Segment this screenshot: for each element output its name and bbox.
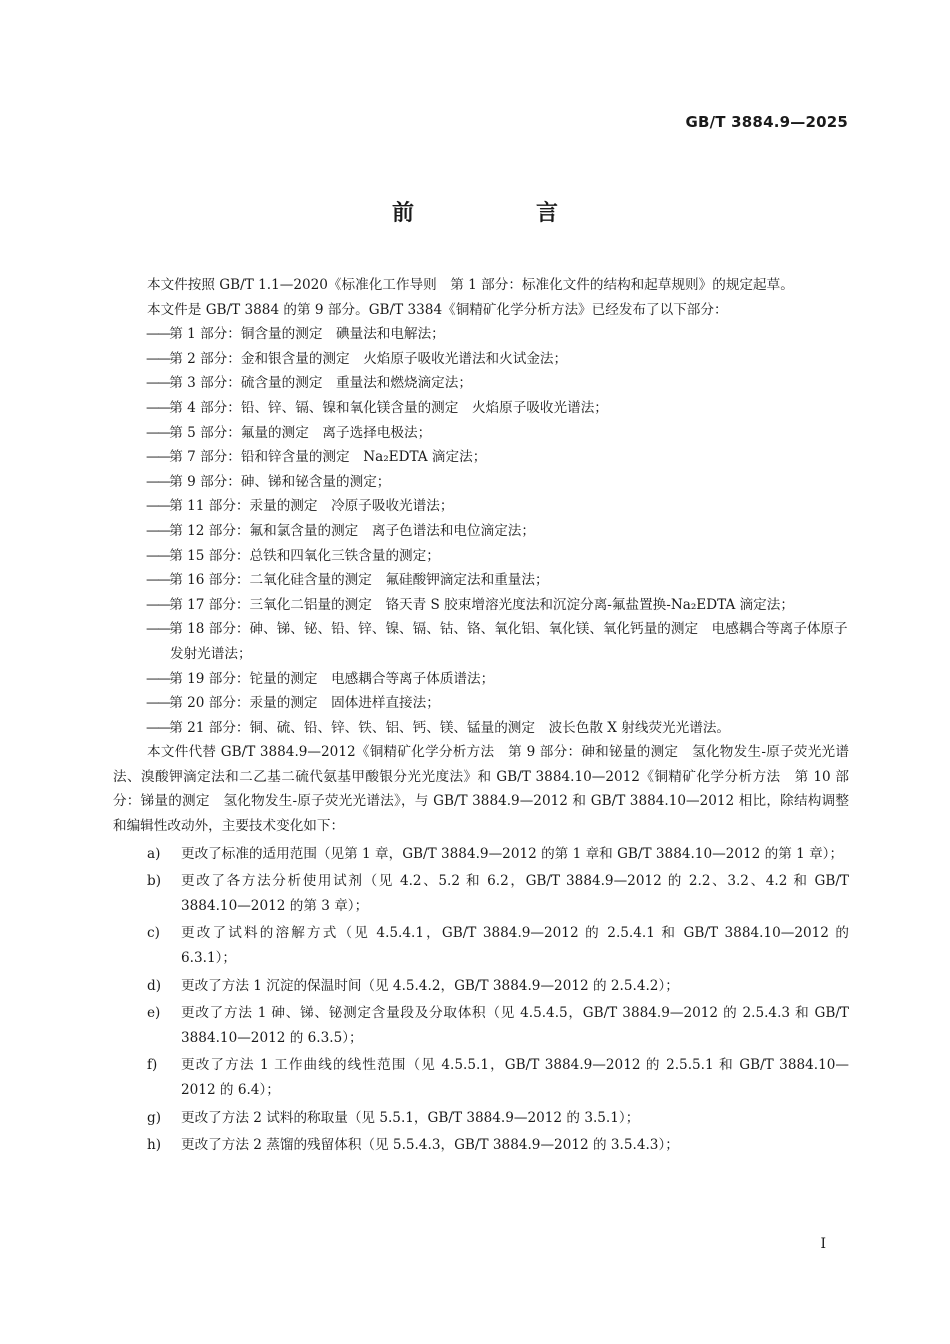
change-list-item: b) 更改了各方法分析使用试剂（见 4.2、5.2 和 6.2，GB/T 3884.9—2012 的 2.2、3.2、4.2 和 GB/T 3884.10—2012 的第 3 章）； <box>147 873 849 914</box>
intro-paragraph: 本文件是 GB/T 3884 的第 9 部分。GB/T 3384《铜精矿化学分析方法》已经发布了以下部分： <box>147 301 728 318</box>
part-list-item: ——第 18 部分：砷、锑、铋、铅、锌、镍、镉、钴、铬、氧化铝、氧化镁、氧化钙量的测定 电感耦合等离子体原子发射光谱法； <box>146 621 848 662</box>
change-list-item: h) 更改了方法 2 蒸馏的残留体积（见 5.5.4.3，GB/T 3884.9—2012 的 3.5.4.3）； <box>147 1137 679 1154</box>
part-list-item: ——第 21 部分：铜、硫、铅、锌、铁、铝、钙、镁、锰量的测定 波长色散 X 射线荧光光谱法。 <box>146 719 731 736</box>
standard-number: GB/T 3884.9—2025 <box>685 113 848 131</box>
change-list-item: d) 更改了方法 1 沉淀的保温时间（见 4.5.4.2，GB/T 3884.9—2012 的 2.5.4.2）； <box>147 977 679 994</box>
change-list-item: g) 更改了方法 2 试料的称取量（见 5.5.1，GB/T 3884.9—2012 的 3.5.1）； <box>147 1109 640 1126</box>
part-list-item: ——第 1 部分：铜含量的测定 碘量法和电解法； <box>146 326 445 343</box>
foreword-body <box>113 273 849 1158</box>
change-list-item: f) 更改了方法 1 工作曲线的线性范围（见 4.5.5.1，GB/T 3884.9—2012 的 2.5.5.1 和 GB/T 3884.10—2012 的 6.4）； <box>147 1057 849 1098</box>
part-list-item: ——第 9 部分：砷、锑和铋含量的测定； <box>146 473 391 490</box>
part-list-item: ——第 12 部分：氟和氯含量的测定 离子色谱法和电位滴定法； <box>146 522 535 539</box>
intro-paragraph: 本文件按照 GB/T 1.1—2020《标准化工作导则 第 1 部分：标准化文件的结构和起草规则》的规定起草。 <box>147 277 794 293</box>
page-number: I <box>820 1236 826 1252</box>
part-list-item: ——第 11 部分：汞量的测定 冷原子吸收光谱法； <box>146 498 454 515</box>
part-list-item: ——第 4 部分：铅、锌、镉、镍和氧化镁含量的测定 火焰原子吸收光谱法； <box>146 399 608 416</box>
page-title: 前 言 <box>391 201 608 226</box>
change-list-item: a) 更改了标准的适用范围（见第 1 章，GB/T 3884.9—2012 的第 1 章和 GB/T 3884.10—2012 的第 1 章）； <box>147 845 844 862</box>
part-list-item: ——第 20 部分：汞量的测定 固体进样直接法； <box>146 695 440 712</box>
part-list-item: ——第 7 部分：铅和锌含量的测定 Na₂EDTA 滴定法； <box>146 449 487 466</box>
part-list-item: ——第 17 部分：三氧化二铝量的测定 铬天青 S 胶束增溶光度法和沉淀分离-氟盐置换-Na₂EDTA 滴定法； <box>146 596 794 613</box>
part-list-item: ——第 5 部分：氟量的测定 离子选择电极法； <box>146 424 432 441</box>
part-list-item: ——第 15 部分：总铁和四氧化三铁含量的测定； <box>146 547 440 564</box>
part-list-item: ——第 16 部分：二氧化硅含量的测定 氟硅酸钾滴定法和重量法； <box>146 572 549 589</box>
part-list-item: ——第 19 部分：铊量的测定 电感耦合等离子体质谱法； <box>146 670 495 687</box>
part-list-item: ——第 2 部分：金和银含量的测定 火焰原子吸收光谱法和火试金法； <box>146 350 568 367</box>
replacement-paragraph: 本文件代替 GB/T 3884.9—2012《铜精矿化学分析方法 第 9 部分：砷和铋量的测定 氢化物发生-原子荧光光谱法、溴酸钾滴定法和二乙基二硫代氨基甲酸银分光光度法》和 GB/T 3884.10—2012《铜精矿化学分析方法 第 10 部分：锑量的测定 氢化物发生-原子荧光光谱法》，与 GB/T 3884.9—2012 和 GB/T 3884.10—2012 相比，除结构调整和编辑性改动外，主要技术变化如下： <box>113 744 849 835</box>
change-list-item: c) 更改了试料的溶解方式（见 4.5.4.1，GB/T 3884.9—2012 的 2.5.4.1 和 GB/T 3884.10—2012 的 6.3.1）； <box>147 925 849 967</box>
change-list-item: e) 更改了方法 1 砷、锑、铋测定含量段及分取体积（见 4.5.4.5，GB/T 3884.9—2012 的 2.5.4.3 和 GB/T 3884.10—2012 的 6.3.5）； <box>147 1005 849 1046</box>
part-list-item: ——第 3 部分：硫含量的测定 重量法和燃烧滴定法； <box>146 375 472 392</box>
